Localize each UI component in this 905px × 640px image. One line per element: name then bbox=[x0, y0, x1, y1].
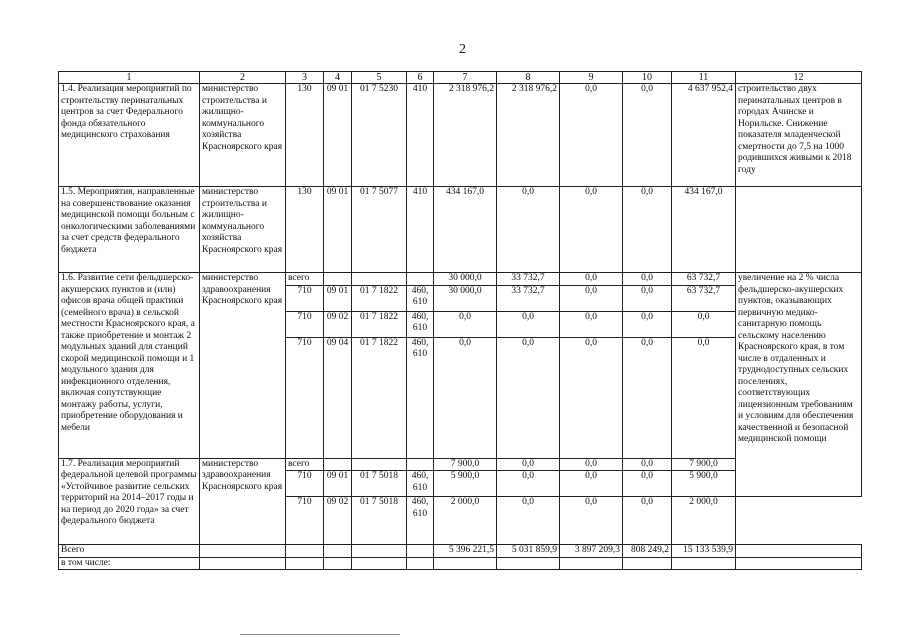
empty-cell bbox=[434, 557, 497, 570]
value-2019: 0,0 bbox=[623, 471, 672, 497]
value-2019: 0,0 bbox=[623, 273, 672, 286]
value-total: 63 732,7 bbox=[672, 273, 736, 286]
event-name: 1.5. Мероприятия, направленные на совершенствование оказания медицинской помощи больным с онкологическими заболеваниями за счет средств федерального бюджета bbox=[59, 187, 200, 273]
grbs-code: 130 bbox=[286, 84, 324, 187]
target-code: 01 7 5230 bbox=[352, 84, 407, 187]
value-2017: 0,0 bbox=[497, 187, 560, 273]
value-2017: 0,0 bbox=[497, 497, 560, 545]
page-number: 2 bbox=[459, 42, 466, 57]
expected-result: увеличение на 2 % числа фельдшерско-акушерских пунктов, оказывающих первичную медико-санитарную помощь сельскому населению Красноярского края, в том числе в отдаленных и труднодоступных сельских поселениях, соответствующих лицензионным требованиям и условиям для обеспечения качественной и безопасной медицинской помощи bbox=[736, 273, 862, 497]
value-2016: 0,0 bbox=[434, 337, 497, 458]
value-2016: 434 167,0 bbox=[434, 187, 497, 273]
empty-cell bbox=[324, 545, 352, 558]
value-total: 0,0 bbox=[672, 337, 736, 458]
total-2016: 5 396 221,5 bbox=[434, 545, 497, 558]
value-2017: 0,0 bbox=[497, 311, 560, 337]
target-code: 01 7 1822 bbox=[352, 337, 407, 458]
empty-cell bbox=[560, 557, 623, 570]
section-code: 09 01 bbox=[324, 84, 352, 187]
header-cell: 7 bbox=[434, 72, 497, 84]
event-name: 1.4. Реализация мероприятий по строительству перинатальных центров за счет Федерального фонда обязательного медицинского страхования bbox=[59, 84, 200, 187]
expense-type: 460, 610 bbox=[407, 337, 434, 458]
expense-type: 460, 610 bbox=[407, 497, 434, 545]
table-row-1-4 bbox=[59, 84, 862, 187]
section-code: 09 04 bbox=[324, 337, 352, 458]
total-label: Всего bbox=[59, 545, 200, 558]
empty-cell bbox=[672, 557, 736, 570]
empty-cell bbox=[324, 458, 352, 471]
section-code: 09 01 bbox=[324, 187, 352, 273]
target-code: 01 7 1822 bbox=[352, 311, 407, 337]
empty-cell bbox=[623, 557, 672, 570]
expense-type: 460, 610 bbox=[407, 285, 434, 311]
value-2017: 0,0 bbox=[497, 337, 560, 458]
empty-cell bbox=[736, 545, 862, 558]
grbs-code: всего bbox=[286, 458, 324, 471]
empty-cell bbox=[352, 557, 407, 570]
header-cell: 3 bbox=[286, 72, 324, 84]
value-2019: 0,0 bbox=[623, 285, 672, 311]
target-code: 01 7 5018 bbox=[352, 497, 407, 545]
table-row-1-6-total bbox=[59, 273, 862, 286]
value-2018: 0,0 bbox=[560, 497, 623, 545]
total-2017: 5 031 859,9 bbox=[497, 545, 560, 558]
header-cell: 6 bbox=[407, 72, 434, 84]
event-name: 1.7. Реализация мероприятий федеральной целевой программы «Устойчивое развитие сельских территорий на 2014–2017 годы и на период до 2020 года» за счет федерального бюджета bbox=[59, 458, 200, 545]
including-label: в том числе: bbox=[59, 557, 200, 570]
header-cell: 10 bbox=[623, 72, 672, 84]
header-row bbox=[59, 72, 862, 84]
header-cell: 9 bbox=[560, 72, 623, 84]
value-total: 5 900,0 bbox=[672, 471, 736, 497]
empty-cell bbox=[286, 557, 324, 570]
value-total: 2 000,0 bbox=[672, 497, 736, 545]
expense-type: 410 bbox=[407, 84, 434, 187]
grbs-code: 710 bbox=[286, 311, 324, 337]
value-2016: 0,0 bbox=[434, 311, 497, 337]
empty-cell bbox=[736, 557, 862, 570]
target-code: 01 7 5077 bbox=[352, 187, 407, 273]
event-name: 1.6. Развитие сети фельдшерско-акушерских пунктов и (или) офисов врача общей практики (семейного врача) в сельской местности Красноярского края, а также приобретение и монтаж 2 модульных зданий для станций скорой медицинской помощи и 1 модульного здания для инфекционного отделения, включая сопутствующие монтажу работы, услуги, приобретение оборудования и мебели bbox=[59, 273, 200, 459]
value-total: 0,0 bbox=[672, 311, 736, 337]
value-2017: 0,0 bbox=[497, 458, 560, 471]
value-2016: 30 000,0 bbox=[434, 273, 497, 286]
value-2018: 0,0 bbox=[560, 337, 623, 458]
section-code: 09 02 bbox=[324, 497, 352, 545]
grbs-code: 130 bbox=[286, 187, 324, 273]
footer-divider bbox=[240, 634, 400, 635]
value-2018: 0,0 bbox=[560, 311, 623, 337]
value-2018: 0,0 bbox=[560, 285, 623, 311]
empty-cell bbox=[286, 545, 324, 558]
section-code: 09 01 bbox=[324, 285, 352, 311]
value-2019: 0,0 bbox=[623, 337, 672, 458]
value-2016: 2 318 976,2 bbox=[434, 84, 497, 187]
header-cell: 5 bbox=[352, 72, 407, 84]
empty-cell bbox=[352, 458, 407, 471]
value-2018: 0,0 bbox=[560, 471, 623, 497]
grbs-code: 710 bbox=[286, 337, 324, 458]
value-2016: 30 000,0 bbox=[434, 285, 497, 311]
expense-type: 460, 610 bbox=[407, 311, 434, 337]
value-total: 7 900,0 bbox=[672, 458, 736, 471]
empty-cell bbox=[352, 273, 407, 286]
expense-type: 460, 610 bbox=[407, 471, 434, 497]
value-2018: 0,0 bbox=[560, 458, 623, 471]
ministry-name: министерство строительства и жилищно-коммунального хозяйства Красноярского края bbox=[200, 187, 286, 273]
empty-cell bbox=[407, 458, 434, 471]
ministry-name: министерство здравоохранения Красноярского края bbox=[200, 273, 286, 459]
value-2019: 0,0 bbox=[623, 84, 672, 187]
value-2018: 0,0 bbox=[560, 187, 623, 273]
section-code: 09 01 bbox=[324, 471, 352, 497]
empty-cell bbox=[324, 273, 352, 286]
empty-cell bbox=[497, 557, 560, 570]
grbs-code: 710 bbox=[286, 471, 324, 497]
header-cell: 2 bbox=[200, 72, 286, 84]
table-row-1-5 bbox=[59, 187, 862, 273]
value-2019: 0,0 bbox=[623, 187, 672, 273]
expense-type: 410 bbox=[407, 187, 434, 273]
value-2016: 2 000,0 bbox=[434, 497, 497, 545]
expected-result bbox=[736, 187, 862, 273]
header-cell: 4 bbox=[324, 72, 352, 84]
grbs-code: 710 bbox=[286, 285, 324, 311]
header-cell: 11 bbox=[672, 72, 736, 84]
target-code: 01 7 5018 bbox=[352, 471, 407, 497]
target-code: 01 7 1822 bbox=[352, 285, 407, 311]
empty-cell bbox=[352, 545, 407, 558]
empty-cell bbox=[407, 545, 434, 558]
value-2016: 5 900,0 bbox=[434, 471, 497, 497]
empty-cell bbox=[200, 545, 286, 558]
header-cell: 12 bbox=[736, 72, 862, 84]
value-2019: 0,0 bbox=[623, 458, 672, 471]
total-2019: 808 249,2 bbox=[623, 545, 672, 558]
empty-cell bbox=[407, 557, 434, 570]
total-2018: 3 897 209,3 bbox=[560, 545, 623, 558]
value-total: 4 637 952,4 bbox=[672, 84, 736, 187]
empty-cell bbox=[324, 557, 352, 570]
table-row-total bbox=[59, 545, 862, 558]
empty-cell bbox=[200, 557, 286, 570]
header-cell: 1 bbox=[59, 72, 200, 84]
value-2019: 0,0 bbox=[623, 311, 672, 337]
value-2018: 0,0 bbox=[560, 84, 623, 187]
value-2018: 0,0 bbox=[560, 273, 623, 286]
value-total: 434 167,0 bbox=[672, 187, 736, 273]
grbs-code: 710 bbox=[286, 497, 324, 545]
value-2017: 0,0 bbox=[497, 471, 560, 497]
total-sum: 15 133 539,9 bbox=[672, 545, 736, 558]
ministry-name: министерство строительства и жилищно-коммунального хозяйства Красноярского края bbox=[200, 84, 286, 187]
value-2017: 33 732,7 bbox=[497, 273, 560, 286]
ministry-name: министерство здравоохранения Красноярского края bbox=[200, 458, 286, 545]
grbs-code: всего bbox=[286, 273, 324, 286]
value-2016: 7 900,0 bbox=[434, 458, 497, 471]
value-total: 63 732,7 bbox=[672, 285, 736, 311]
value-2019: 0,0 bbox=[623, 497, 672, 545]
section-code: 09 02 bbox=[324, 311, 352, 337]
empty-cell bbox=[407, 273, 434, 286]
value-2017: 33 732,7 bbox=[497, 285, 560, 311]
header-cell: 8 bbox=[497, 72, 560, 84]
budget-table bbox=[58, 71, 862, 570]
expected-result: строительство двух перинатальных центров в городах Ачинске и Норильске. Снижение показателя младенческой смертности до 7,5 на 1000 родившихся живыми к 2018 году bbox=[736, 84, 862, 187]
table-row-including bbox=[59, 557, 862, 570]
value-2017: 2 318 976,2 bbox=[497, 84, 560, 187]
